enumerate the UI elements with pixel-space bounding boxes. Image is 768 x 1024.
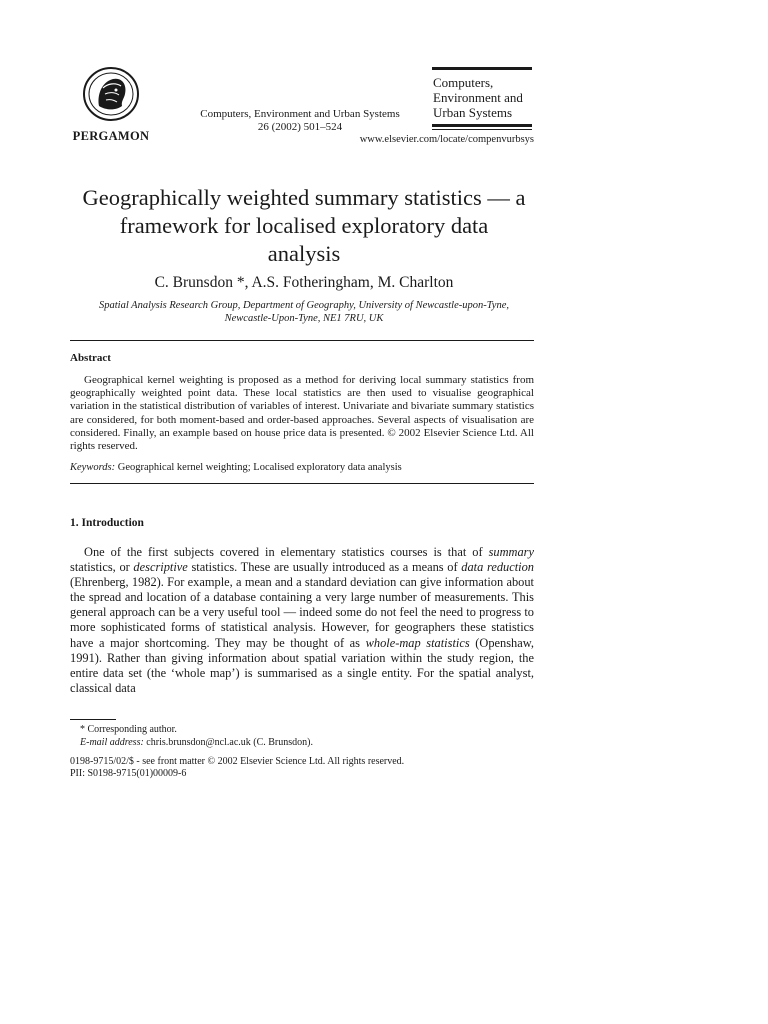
- copyright-line: 0198-9715/02/$ - see front matter © 2002 Elsevier Science Ltd. All rights reserved.: [70, 756, 405, 767]
- journal-title-box: [432, 67, 532, 130]
- paragraph-segment: (Openshaw, 1991). Rather than giving information about spatial variation within the study region, the entire data set (the ‘whole map’) is summarised as a single entity. For the spatial analyst, classical data: [70, 635, 534, 695]
- pii-line: PII: S0198-9715(01)00009-6: [70, 767, 187, 779]
- box-bottom-rule: [432, 124, 532, 127]
- pergamon-emblem-icon: [81, 66, 141, 122]
- email-label: E-mail address:: [80, 736, 144, 748]
- journal-citation: [180, 108, 420, 134]
- section-paragraph: [70, 545, 534, 696]
- paragraph-italic-term: summary: [488, 545, 534, 559]
- footnotes: [70, 724, 534, 749]
- keywords-line: [70, 462, 534, 473]
- abstract-text: Geographical kernel weighting is proposed as a method for deriving local summary statistics from geographically weighted point data. These local statistics are then used to visualise geographical variation in the statistical distribution of variables of interest. Univariate and bivariate summary statistics are considered, for both moment-based and order-based approaches. Several aspects of visualisation are considered. Finally, an example based on house price data is presented. © 2002 Elsevier Science Ltd. All rights reserved.: [70, 374, 534, 453]
- keywords-value: Geographical kernel weighting; Localised exploratory data analysis: [117, 462, 402, 473]
- title-line: Geographically weighted summary statistics — a: [82, 185, 526, 210]
- paragraph-italic-term: whole-map statistics: [365, 635, 470, 650]
- paragraph-segment: statistics, or: [70, 560, 134, 575]
- journal-url[interactable]: www.elsevier.com/locate/compenvurbsys: [359, 134, 534, 145]
- paragraph-segment: statistics. These are usually introduced as a means of: [187, 560, 462, 575]
- paragraph-segment: One of the first subjects covered in elementary statistics courses is that of: [84, 545, 489, 559]
- journal-issue: 26 (2002) 501–524: [257, 121, 343, 133]
- section-heading: 1. Introduction: [70, 517, 144, 529]
- paragraph-italic-term: descriptive: [133, 560, 188, 575]
- publisher-name: PERGAMON: [72, 129, 150, 143]
- footnote-rule: [70, 719, 116, 720]
- abstract-top-rule: [70, 340, 534, 341]
- journal-name: Computers, Environment and Urban Systems: [200, 108, 400, 120]
- journal-box-line: Urban Systems: [433, 105, 513, 120]
- title-line: analysis: [267, 241, 341, 266]
- journal-box-line: Computers,: [433, 75, 494, 90]
- email-note: [70, 737, 534, 750]
- author-affiliation: [60, 299, 548, 325]
- publisher-logo: [70, 66, 152, 144]
- article-title: [60, 184, 548, 268]
- corresponding-author-note: * Corresponding author.: [80, 724, 177, 735]
- journal-box-title: [432, 70, 532, 124]
- journal-box-line: Environment and: [433, 90, 523, 105]
- keywords-label: Keywords:: [70, 462, 116, 473]
- title-line: framework for localised exploratory data: [119, 213, 489, 238]
- paragraph-segment: (Ehrenberg, 1982). For example, a mean and a standard deviation can give information about the spread and location of a database containing a very large number of measurements. This general approach can be a very useful tool — indeed some do not feel the need to progress to more sophisticated forms of statistical analysis. However, for geographers these statistics have a major shortcoming. They may be thought of as: [70, 575, 534, 650]
- paragraph-italic-term: data reduction: [461, 560, 534, 575]
- email-value[interactable]: chris.brunsdon@ncl.ac.uk (C. Brunsdon).: [143, 736, 313, 748]
- abstract-heading: Abstract: [70, 352, 111, 364]
- copyright-block: [70, 756, 534, 779]
- affiliation-line: Spatial Analysis Research Group, Department of Geography, University of Newcastle-upon-Tyne,: [98, 300, 510, 311]
- abstract-bottom-rule: [70, 483, 534, 484]
- box-bottom-thin-rule: [432, 129, 532, 130]
- article-authors: C. Brunsdon *, A.S. Fotheringham, M. Charlton: [154, 274, 454, 291]
- affiliation-line: Newcastle-Upon-Tyne, NE1 7RU, UK: [224, 313, 384, 324]
